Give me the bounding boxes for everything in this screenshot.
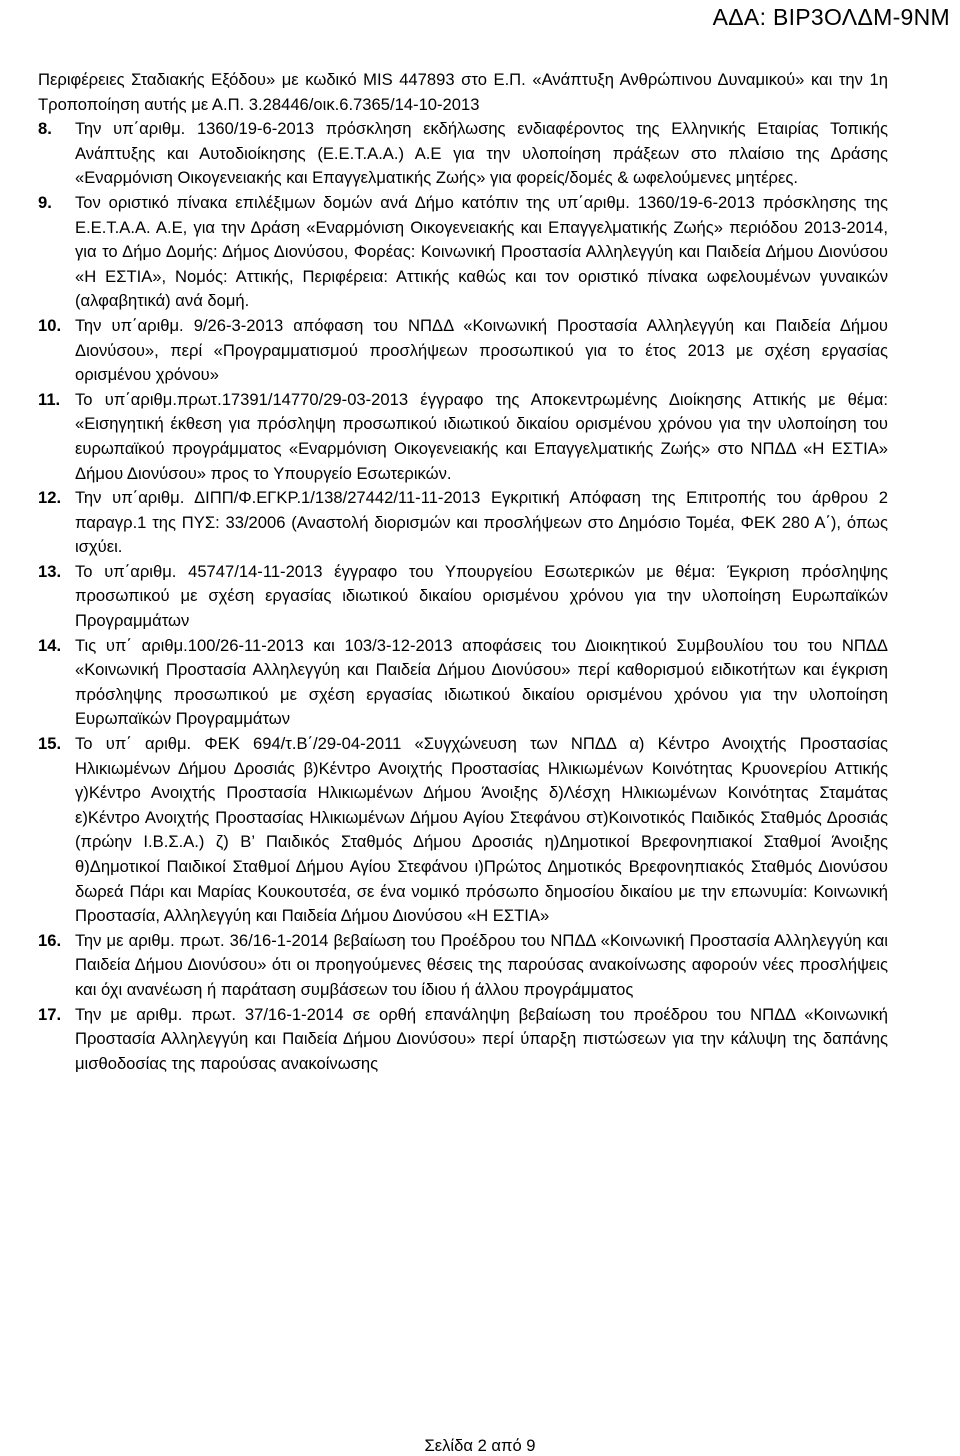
intro-paragraph: Περιφέρειες Σταδιακής Εξόδου» με κωδικό MIS 447893 στο Ε.Π. «Ανάπτυξη Ανθρώπινου Δυναμικού» και την 1η Τροποποίηση αυτής με Α.Π. 3.28446/οικ.6.7365/14-10-2013 (38, 70, 888, 114)
document-body (38, 68, 888, 1076)
list-item (38, 388, 888, 486)
item-number: 11. (38, 389, 61, 409)
item-text: Την υπ΄αριθμ. 9/26-3-2013 απόφαση του ΝΠΔΔ «Κοινωνική Προστασία Αλληλεγγύη και Παιδεία Δήμου Διονύσου», περί «Προγραμματισμού προσλήψεων προσωπικού για το έτος 2013 με σχέση εργασίας ορισμένου χρόνου» (75, 315, 888, 385)
item-number: 10. (38, 315, 62, 335)
list-item (38, 560, 888, 634)
item-text: Το υπ΄αριθμ.πρωτ.17391/14770/29-03-2013 έγγραφο της Αποκεντρωμένης Διοίκησης Αττικής με θέμα: «Εισηγητική έκθεση για πρόσληψη προσωπικού ιδιωτικού δικαίου ορισμένου χρόνου για την υλοποίηση του ευρωπαϊκού προγράμματος «Εναρμόνιση Οικογενειακής και Επαγγελματικής Ζωής» στο ΝΠΔΔ «Η ΕΣΤΙΑ» Δήμου Διονύσου» προς το Υπουργείο Εσωτερικών. (75, 389, 888, 483)
item-number: 16. (38, 930, 62, 950)
item-number: 15. (38, 734, 62, 754)
list-item (38, 486, 888, 560)
item-text: Την υπ΄αριθμ. 1360/19-6-2013 πρόσκληση εκδήλωσης ενδιαφέροντος της Ελληνικής Εταιρίας Τοπικής Ανάπτυξης και Αυτοδιοίκησης (Ε.Ε.Τ.Α.Α.) Α.Ε για την υλοποίηση πράξεων στο πλαίσιο της Δράσης «Εναρμόνιση Οικογενειακής και Επαγγελματικής Ζωής» για φορείς/δομές & ωφελούμενες μητέρες. (75, 119, 888, 188)
list-item (38, 732, 888, 929)
list-item (38, 929, 888, 1003)
item-text: Τον οριστικό πίνακα επιλέξιμων δομών ανά Δήμο κατόπιν της υπ΄αριθμ. 1360/19-6-2013 πρόσκλησης της Ε.Ε.Τ.Α.Α. Α.Ε, για την Δράση «Εναρμόνιση Οικογενειακής και Επαγγελματικής Ζωής» περιόδου 2013-2014, για το Δήμο Δομής: Δήμος Διονύσου, Φορέας: Κοινωνική Προστασία Αλληλεγγύη και Παιδεία Δήμου Διονύσου «Η ΕΣΤΙΑ», Νομός: Αττικής, Περιφέρεια: Αττικής καθώς και τον οριστικό πίνακα ωφελουμένων γυναικών (αλφαβητικά) ανά δομή. (75, 192, 888, 311)
item-text: Την με αριθμ. πρωτ. 36/16-1-2014 βεβαίωση του Προέδρου του ΝΠΔΔ «Κοινωνική Προστασία Αλληλεγγύη και Παιδεία Δήμου Διονύσου» ότι οι προηγούμενες θέσεις της παρούσας ανακοίνωσης αφορούν νέες προσλήψεις και όχι ανανέωση ή παράταση συμβάσεων του ίδιου ή άλλου προγράμματος (75, 930, 888, 999)
item-text: Το υπ΄ αριθμ. ΦΕΚ 694/τ.Β΄/29-04-2011 «Συγχώνευση των ΝΠΔΔ α) Κέντρο Ανοιχτής Προστασίας Ηλικιωμένων Δήμου Δροσιάς β)Κέντρο Ανοιχτής Προστασίας Ηλικιωμένων Κοινότητας Κρυονερίου Αττικής γ)Κέντρο Ανοιχτής Προστασία Ηλικιωμένων Δήμου Άνοιξης δ)Λέσχη Ηλικιωμένων Κοινότητας Σταμάτας ε)Κέντρο Ανοιχτής Προστασίας Ηλικιωμένων Δήμου Αγίου Στεφάνου στ)Κοινοτικός Παιδικός Σταθμός Δροσιάς (πρώην Ι.Β.Σ.Α.) ζ) Β’ Παιδικός Σταθμός Δήμου Δροσιάς η)Δημοτικοί Βρεφονηπιακοί Σταθμοί Άνοιξης θ)Δημοτικοί Παιδικοί Σταθμοί Δήμου Αγίου Στεφάνου ι)Πρώτος Δημοτικός Βρεφονηπιακός Σταθμός Διονύσου δωρεά Πάρι και Μαρίας Κουκουτσέα, σε ένα νομικό πρόσωπο δημοσίου δικαίου με την επωνυμία: Κοινωνική Προστασία, Αλληλεγγύη και Παιδεία Δήμου Διονύσου «Η ΕΣΤΙΑ» (75, 734, 888, 926)
item-number: 13. (38, 561, 62, 581)
list-item (38, 634, 888, 732)
list-item (38, 191, 888, 314)
item-number: 8. (38, 119, 52, 139)
item-text: Την υπ΄αριθμ. ΔΙΠΠ/Φ.ΕΓΚΡ.1/138/27442/11-11-2013 Εγκριτική Απόφαση της Επιτροπής του άρθρου 2 παραγρ.1 της ΠΥΣ: 33/2006 (Αναστολή διορισμών και προσλήψεων στο Δημόσιο Τομέα, ΦΕΚ 280 Α΄), όπως ισχύει. (75, 488, 888, 557)
list-item (38, 1003, 888, 1077)
item-text: Την με αριθμ. πρωτ. 37/16-1-2014 σε ορθή επανάληψη βεβαίωση του προέδρου του ΝΠΔΔ «Κοινωνική Προστασία Αλληλεγγύη και Παιδεία Δήμου Διονύσου» περί ύπαρξη πιστώσεων για την κάλυψη της δαπάνης μισθοδοσίας της παρούσας ανακοίνωσης (75, 1004, 888, 1073)
item-number: 9. (38, 192, 52, 212)
item-number: 17. (38, 1004, 62, 1024)
item-text: Το υπ΄αριθμ. 45747/14-11-2013 έγγραφο του Υπουργείου Εσωτερικών με θέμα: Έγκριση πρόσληψης προσωπικού με σχέση εργασίας ιδιωτικού δικαίου ορισμένου χρόνου για την υλοποίηση Ευρωπαϊκών Προγραμμάτων (75, 561, 888, 631)
list-item (38, 117, 888, 191)
item-number: 14. (38, 635, 62, 655)
item-number: 12. (38, 488, 62, 508)
ada-identifier: ΑΔΑ: ΒΙΡ3ΟΛΔΜ-9ΝΜ (712, 4, 950, 30)
page-number: Σελίδα 2 από 9 (424, 1436, 536, 1455)
list-item (38, 314, 888, 388)
item-text: Τις υπ΄ αριθμ.100/26-11-2013 και 103/3-12-2013 αποφάσεις του Διοικητικού Συμβουλίου του του ΝΠΔΔ «Κοινωνική Προστασία Αλληλεγγύη και Παιδεία Δήμου Διονύσου» περί καθορισμού ειδικοτήτων και έγκριση πρόσληψης προσωπικού με σχέση εργασίας ιδιωτικού δικαίου ορισμένου χρόνου για την υλοποίηση Ευρωπαϊκών Προγραμμάτων (75, 635, 888, 729)
